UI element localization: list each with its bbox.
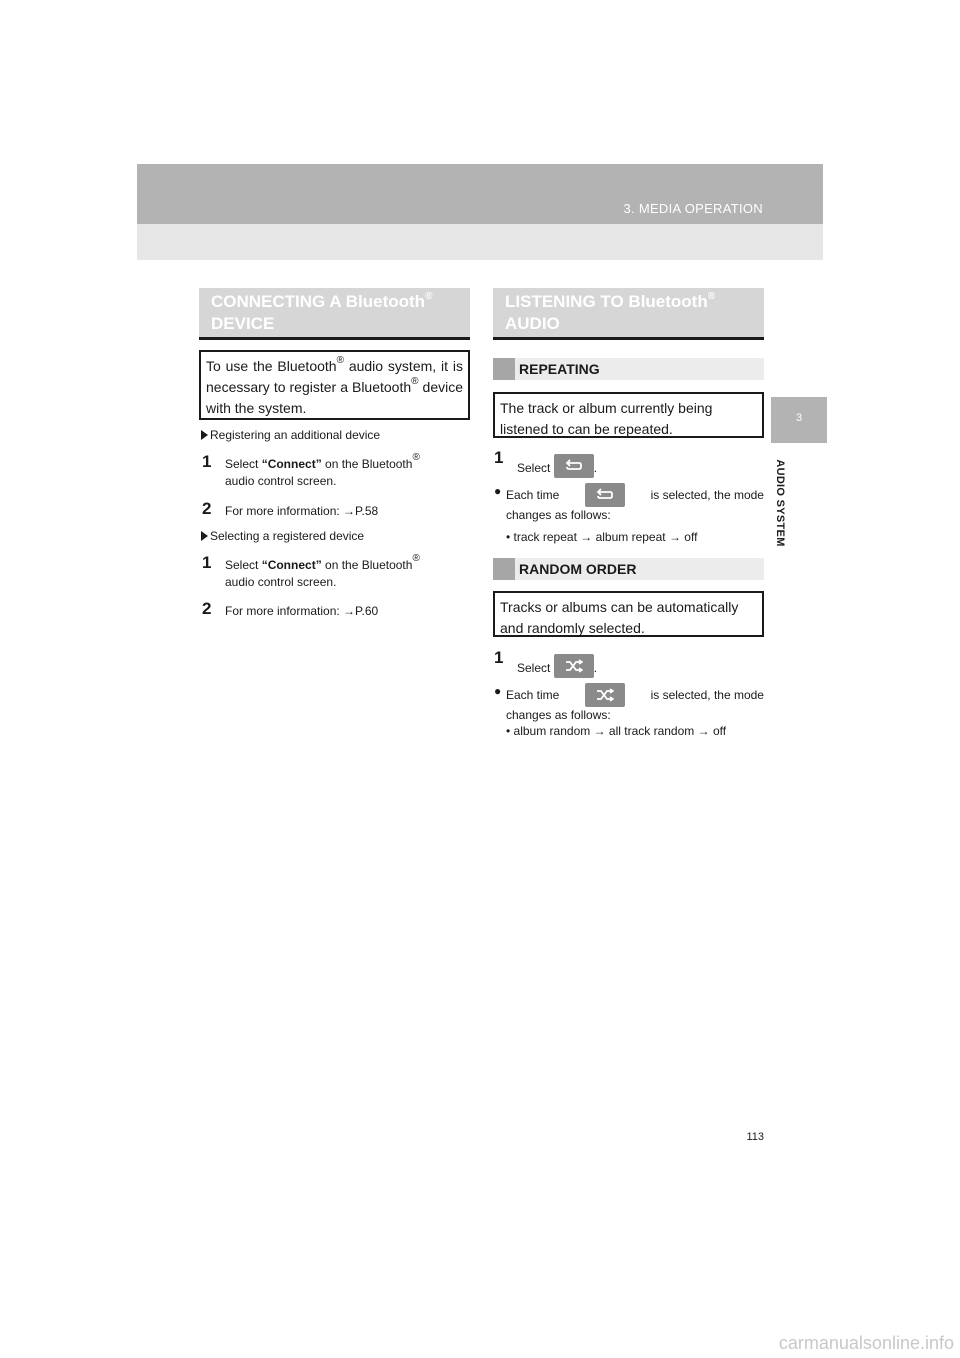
intro-text-a: To use the Bluetooth <box>206 358 337 374</box>
section-title: 3. MEDIA OPERATION <box>623 201 763 216</box>
chapter-label <box>770 448 790 558</box>
step-registered-2 <box>202 599 472 620</box>
connecting-section-header <box>199 288 470 340</box>
chapter-tab <box>771 397 827 443</box>
registered-mark: ® <box>425 291 433 302</box>
header-lower-band <box>137 224 823 260</box>
random-sub-header <box>493 558 764 580</box>
step-text: Select <box>517 661 551 675</box>
watermark: carmanualsonline.info <box>778 1333 954 1353</box>
connecting-title-line1: CONNECTING A Bluetooth <box>211 292 426 311</box>
sub-header-mark <box>493 558 515 580</box>
random-sequence: • album random → all track random → off <box>506 724 727 738</box>
step-text: . <box>593 461 598 475</box>
step-text: Select <box>517 461 551 475</box>
intro-text-c: device with the system. <box>206 379 464 416</box>
connecting-intro-box <box>199 350 470 420</box>
random-note <box>494 683 764 739</box>
repeat-sequence: • track repeat → album repeat → off <box>506 530 698 544</box>
note-text: Each time <box>506 488 560 502</box>
repeat-button <box>554 454 594 478</box>
registered-mark: ® <box>412 553 420 564</box>
repeat-button <box>585 483 625 507</box>
repeat-icon <box>596 488 614 502</box>
step-text: on the Bluetooth <box>321 558 413 572</box>
sub-heading-text: Registering an additional device <box>210 428 381 442</box>
step-registered-1 <box>202 553 472 591</box>
note-text: is selected, the mode <box>650 688 764 702</box>
step-connect-1 <box>202 452 472 490</box>
listening-title-line1: LISTENING TO Bluetooth <box>505 292 708 311</box>
step-repeat-1 <box>494 448 764 478</box>
step-text: For more information: →P.60 <box>225 604 379 618</box>
step-number: 2 <box>202 599 212 618</box>
sub-header-mark <box>493 358 515 380</box>
step-text: on the Bluetooth <box>321 457 413 471</box>
repeat-icon <box>565 459 583 473</box>
note-text: changes as follows: <box>506 508 611 522</box>
sub-heading-text: Selecting a registered device <box>210 529 365 543</box>
listening-title-line2: AUDIO <box>505 314 560 333</box>
triangle-bullet-icon <box>201 531 208 541</box>
header-band <box>137 164 823 224</box>
sub-heading-additional <box>201 428 380 442</box>
shuffle-icon <box>596 688 614 702</box>
listening-section-header <box>493 288 764 340</box>
random-heading: RANDOM ORDER <box>519 561 637 577</box>
note-text: Each time <box>506 688 560 702</box>
random-box-text: Tracks or albums can be automatically and randomly selected. <box>500 599 739 636</box>
repeating-heading: REPEATING <box>519 361 600 377</box>
registered-mark: ® <box>336 355 344 366</box>
step-number: 2 <box>202 499 212 518</box>
note-text: changes as follows: <box>506 708 611 722</box>
note-text: is selected, the mode <box>650 488 764 502</box>
connect-label: “Connect” <box>261 457 322 471</box>
step-number: 1 <box>202 553 212 572</box>
registered-mark: ® <box>411 376 419 387</box>
repeating-box-text: The track or album currently being listened to can be repeated. <box>500 400 713 437</box>
step-text: For more information: →P.58 <box>225 504 379 518</box>
bullet-icon: ● <box>494 684 502 698</box>
step-text: Select <box>225 457 262 471</box>
repeat-note <box>494 483 764 545</box>
repeating-box <box>493 392 764 438</box>
random-box <box>493 591 764 637</box>
sub-heading-registered <box>201 529 364 543</box>
connecting-title-line2: DEVICE <box>211 314 275 333</box>
step-random-1 <box>494 648 764 678</box>
step-text: Select <box>225 558 262 572</box>
step-text: audio control screen. <box>225 474 337 488</box>
repeating-sub-header <box>493 358 764 380</box>
step-connect-2 <box>202 499 472 520</box>
step-number: 1 <box>494 448 504 467</box>
bullet-icon: ● <box>494 484 502 498</box>
shuffle-button <box>585 683 625 707</box>
triangle-bullet-icon <box>201 430 208 440</box>
chapter-label-text: AUDIO SYSTEM <box>774 459 786 547</box>
chapter-number: 3 <box>795 412 803 424</box>
step-number: 1 <box>494 648 504 667</box>
step-text: audio control screen. <box>225 575 337 589</box>
step-number: 1 <box>202 452 212 471</box>
registered-mark: ® <box>412 452 420 463</box>
page-number: 113 <box>746 1131 764 1143</box>
intro-text-b: audio system, it is necessary to register a Bluetooth <box>206 358 463 395</box>
shuffle-icon <box>565 659 583 673</box>
connect-label: “Connect” <box>261 558 322 572</box>
step-text: . <box>593 661 598 675</box>
registered-mark: ® <box>707 291 716 302</box>
shuffle-button <box>554 654 594 678</box>
